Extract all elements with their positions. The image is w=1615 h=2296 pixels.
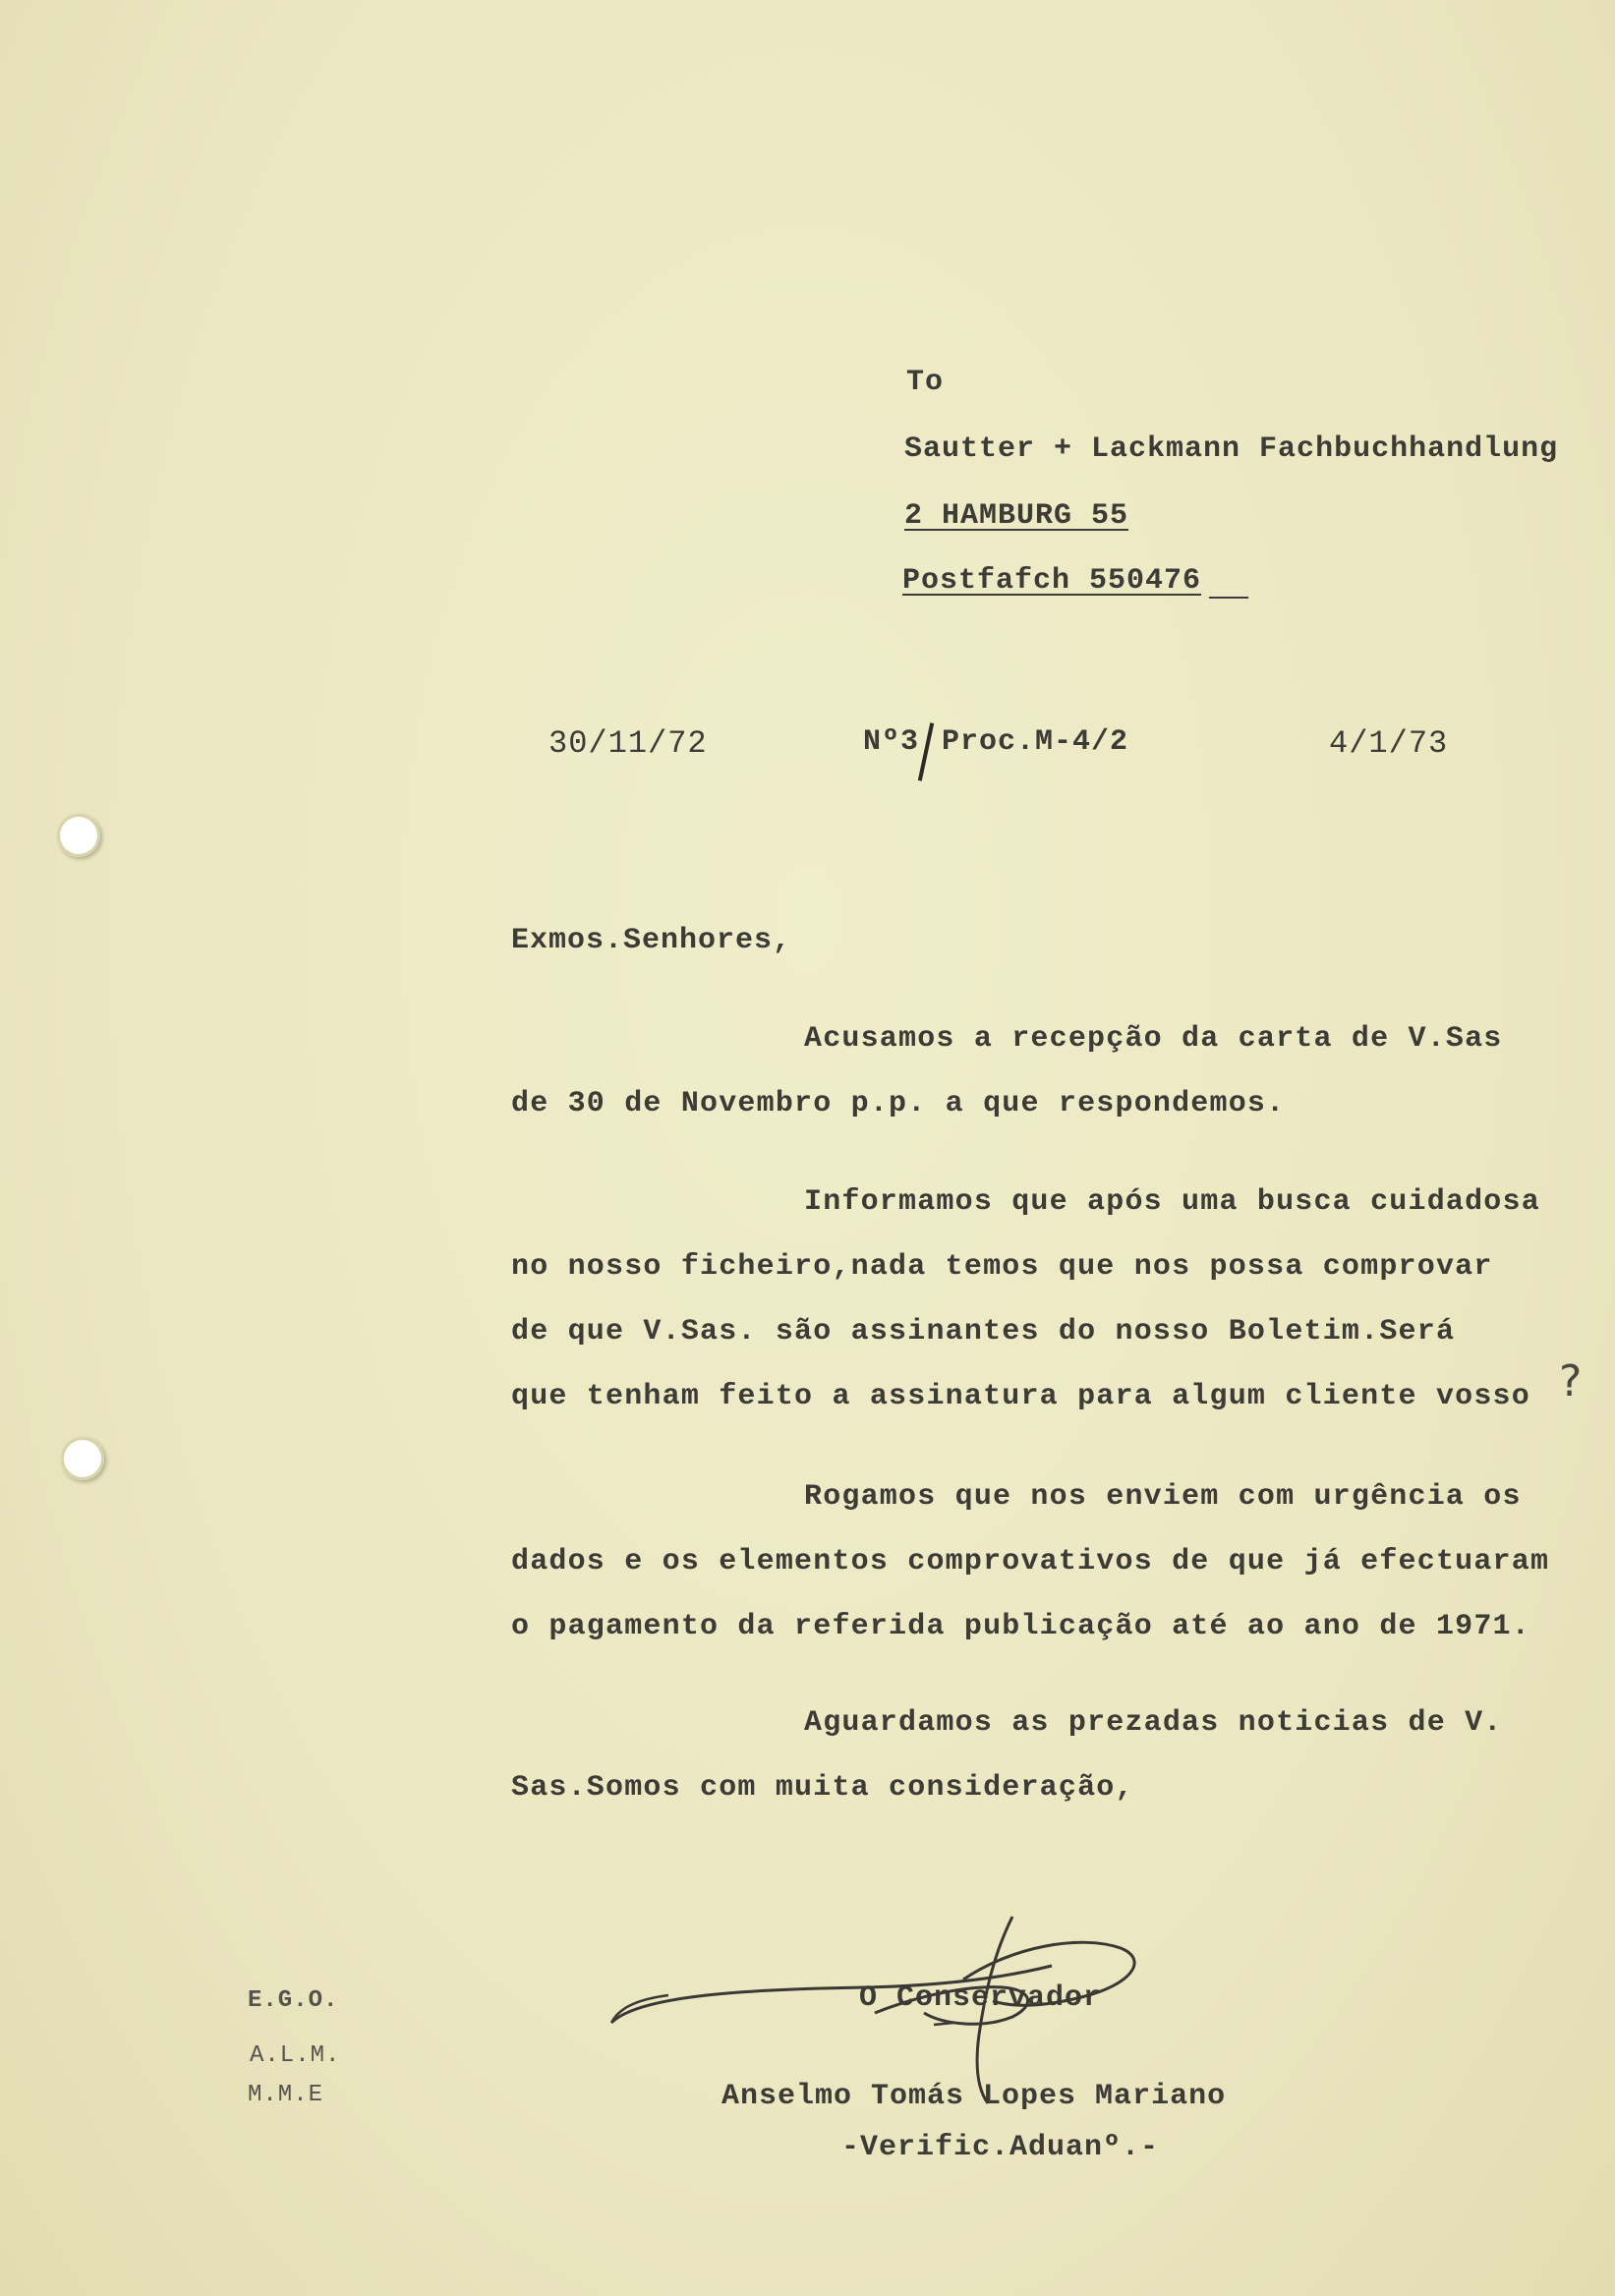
paragraph-2-line-2: no nosso ficheiro,nada temos que nos possa comprovar	[511, 1250, 1493, 1284]
our-date: 4/1/73	[1329, 725, 1449, 762]
reference-number: Nº3	[863, 725, 920, 759]
postbox-underline-extension	[1209, 597, 1248, 599]
their-date: 30/11/72	[548, 725, 708, 762]
punch-hole-top	[57, 814, 100, 857]
paragraph-1-line-1: Acusamos a recepção da carta de V.Sas	[804, 1022, 1503, 1056]
salutation: Exmos.Senhores,	[511, 924, 792, 957]
initials-line-1: E.G.O.	[248, 1987, 339, 2014]
punch-hole-bottom	[61, 1437, 104, 1480]
paragraph-3-line-1: Rogamos que nos enviem com urgência os	[804, 1480, 1522, 1514]
paragraph-4-line-1: Aguardamos as prezadas noticias de V.	[804, 1706, 1503, 1740]
recipient-name: Sautter + Lackmann Fachbuchhandlung	[904, 432, 1559, 466]
paragraph-2-line-3: de que V.Sas. são assinantes do nosso Boletim.Será	[511, 1315, 1456, 1349]
to-label: To	[906, 366, 945, 399]
signatory-role: -Verific.Aduanº.-	[841, 2131, 1160, 2164]
recipient-city: 2 HAMBURG 55	[904, 499, 1129, 533]
paragraph-1-line-2: de 30 de Novembro p.p. a que respondemos.	[511, 1087, 1286, 1120]
paragraph-4-line-2: Sas.Somos com muita consideração,	[511, 1771, 1134, 1805]
initials-line-2: A.L.M.	[250, 2042, 341, 2069]
initials-line-3: M.M.E	[248, 2082, 324, 2108]
signature-title: O Conservador	[859, 1981, 1103, 2015]
paragraph-3-line-2: dados e os elementos comprovativos de que já efectuaram	[511, 1545, 1550, 1578]
reference-process: Proc.M-4/2	[942, 725, 1129, 759]
handwritten-question-mark: ?	[1559, 1356, 1583, 1406]
paragraph-2-line-4: que tenham feito a assinatura para algum cliente vosso	[511, 1380, 1530, 1413]
paragraph-3-line-3: o pagamento da referida publicação até ao ano de 1971.	[511, 1610, 1530, 1643]
paragraph-2-line-1: Informamos que após uma busca cuidadosa	[804, 1185, 1540, 1219]
signatory-name: Anselmo Tomás Lopes Mariano	[721, 2080, 1227, 2113]
recipient-postbox: Postfafch 550476	[902, 564, 1202, 598]
handwritten-signature	[600, 1897, 1150, 2123]
